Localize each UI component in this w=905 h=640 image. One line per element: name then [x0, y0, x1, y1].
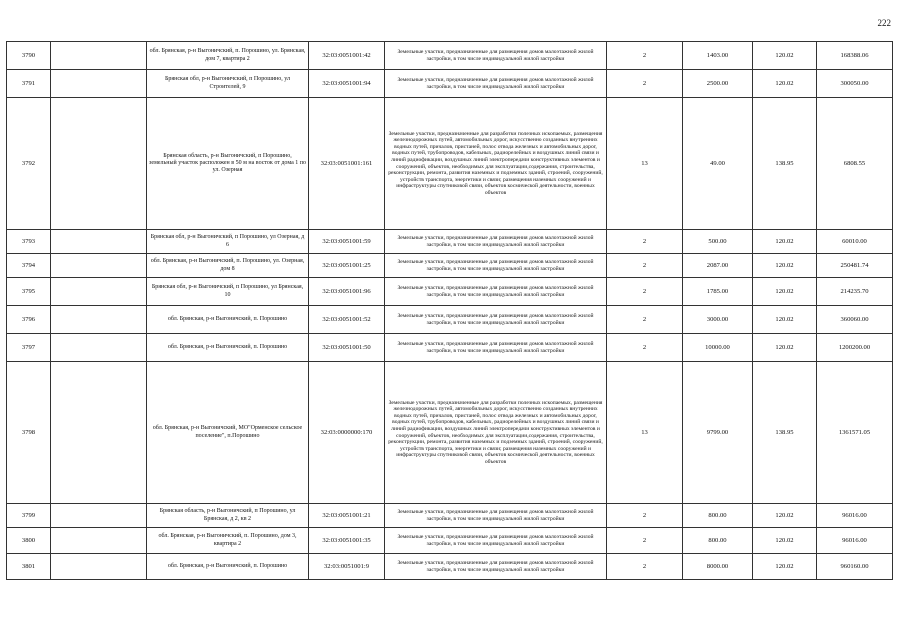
- group-cell: 2: [607, 334, 683, 362]
- cadastral-value-cell: 60010.00: [817, 230, 893, 254]
- address-cell: обл. Брянская, р-н Выгоничский, п. Порошино, дом 3, квартира 2: [147, 528, 309, 554]
- row-number: 3798: [7, 362, 51, 504]
- group-cell: 2: [607, 42, 683, 70]
- address-cell: обл. Брянская, р-н Выгоничский, п. Порошино, ул. Озерная, дом 8: [147, 254, 309, 278]
- cadastral-number-cell: 32:03:0051001:25: [309, 254, 385, 278]
- row-number: 3799: [7, 504, 51, 528]
- land-use-cell: Земельные участки, предназначенные для разработки полезных ископаемых, размещения железнодорожных путей, автомобильных дорог, искусственно созданных внутренних водных путей, причалов, пристаней, полос отвода железных и автомобильных дорог, водных путей, трубопроводов, кабельных, радиорелейных и воздушных линий связи и линий радиофикации, воздушных линий электропередачи конструктивных элементов и сооружений, объектов, необходимых для эксплуатации,содержания, строительства, реконструкции, ремонта, развития наземных и подземных зданий, строений, сооружений, устройств транспорта, энергетики и связи; размещения наземных сооружений и инфраструктуры спутниковой связи, объектов космической деятельности, военных объектов: [385, 98, 607, 230]
- rate-cell: 138.95: [753, 98, 817, 230]
- area-cell: 800.00: [683, 528, 753, 554]
- area-cell: 3000.00: [683, 306, 753, 334]
- address-cell: обл. Брянская, р-н Выгоничский, п. Порошино: [147, 334, 309, 362]
- row-number: 3801: [7, 554, 51, 580]
- area-cell: 2500.00: [683, 70, 753, 98]
- rate-cell: 120.02: [753, 504, 817, 528]
- rate-cell: 120.02: [753, 306, 817, 334]
- cadastral-value-cell: 1200200.00: [817, 334, 893, 362]
- cadastral-number-cell: 32:03:0051001:94: [309, 70, 385, 98]
- land-use-cell: Земельные участки, предназначенные для размещения домов малоэтажной жилой застройки, в том числе индивидуальной жилой застройки: [385, 306, 607, 334]
- address-cell: обл. Брянская, р-н Выгоничский, п. Порошино: [147, 306, 309, 334]
- rate-cell: 138.95: [753, 362, 817, 504]
- land-use-cell: Земельные участки, предназначенные для размещения домов малоэтажной жилой застройки, в том числе индивидуальной жилой застройки: [385, 334, 607, 362]
- rate-cell: 120.02: [753, 528, 817, 554]
- address-cell: обл. Брянская, р-н Выгоничский, п. Порошино, ул. Брянская, дом 7, квартира 2: [147, 42, 309, 70]
- cadastral-number-cell: 32:03:0051001:161: [309, 98, 385, 230]
- cadastral-value-cell: 6808.55: [817, 98, 893, 230]
- address-cell: Брянская область, р-н Выгоничский, п Порошино, земельный участок расположен в 50 м на восток от дома 1 по ул. Озерная: [147, 98, 309, 230]
- land-use-cell: Земельные участки, предназначенные для размещения домов малоэтажной жилой застройки, в том числе индивидуальной жилой застройки: [385, 554, 607, 580]
- table-row: [7, 42, 893, 70]
- rate-cell: 120.02: [753, 230, 817, 254]
- land-use-cell: Земельные участки, предназначенные для размещения домов малоэтажной жилой застройки, в том числе индивидуальной жилой застройки: [385, 278, 607, 306]
- group-cell: 2: [607, 528, 683, 554]
- cadastral-number-cell: 32:03:0051001:35: [309, 528, 385, 554]
- rate-cell: 120.02: [753, 278, 817, 306]
- row-number: 3800: [7, 528, 51, 554]
- cadastral-number-cell: 32:03:0051001:96: [309, 278, 385, 306]
- blank-cell: [51, 554, 147, 580]
- area-cell: 1785.00: [683, 278, 753, 306]
- table-row: [7, 306, 893, 334]
- area-cell: 500.00: [683, 230, 753, 254]
- table-row: [7, 70, 893, 98]
- area-cell: 9799.00: [683, 362, 753, 504]
- blank-cell: [51, 362, 147, 504]
- address-cell: Брянская обл, р-н Выгоничский, п Порошино, ул Брянская, 10: [147, 278, 309, 306]
- blank-cell: [51, 334, 147, 362]
- table-row: [7, 230, 893, 254]
- rate-cell: 120.02: [753, 334, 817, 362]
- cadastral-value-cell: 168388.06: [817, 42, 893, 70]
- cadastral-value-cell: 960160.00: [817, 554, 893, 580]
- land-use-cell: Земельные участки, предназначенные для размещения домов малоэтажной жилой застройки, в том числе индивидуальной жилой застройки: [385, 230, 607, 254]
- row-number: 3793: [7, 230, 51, 254]
- group-cell: 2: [607, 554, 683, 580]
- table-row: [7, 554, 893, 580]
- area-cell: 8000.00: [683, 554, 753, 580]
- cadastral-number-cell: 32:03:0051001:9: [309, 554, 385, 580]
- land-use-cell: Земельные участки, предназначенные для размещения домов малоэтажной жилой застройки, в том числе индивидуальной жилой застройки: [385, 70, 607, 98]
- land-use-cell: Земельные участки, предназначенные для размещения домов малоэтажной жилой застройки, в том числе индивидуальной жилой застройки: [385, 42, 607, 70]
- group-cell: 13: [607, 362, 683, 504]
- cadastral-table: [6, 41, 893, 580]
- group-cell: 2: [607, 504, 683, 528]
- cadastral-value-cell: 300050.00: [817, 70, 893, 98]
- address-cell: обл. Брянская, р-н Выгоничский, п. Порошино: [147, 554, 309, 580]
- area-cell: 800.00: [683, 504, 753, 528]
- blank-cell: [51, 98, 147, 230]
- table-row: [7, 334, 893, 362]
- land-use-cell: Земельные участки, предназначенные для размещения домов малоэтажной жилой застройки, в том числе индивидуальной жилой застройки: [385, 528, 607, 554]
- land-use-cell: Земельные участки, предназначенные для размещения домов малоэтажной жилой застройки, в том числе индивидуальной жилой застройки: [385, 504, 607, 528]
- cadastral-value-cell: 214235.70: [817, 278, 893, 306]
- group-cell: 2: [607, 306, 683, 334]
- rate-cell: 120.02: [753, 70, 817, 98]
- land-use-cell: Земельные участки, предназначенные для размещения домов малоэтажной жилой застройки, в том числе индивидуальной жилой застройки: [385, 254, 607, 278]
- table-row: [7, 362, 893, 504]
- row-number: 3792: [7, 98, 51, 230]
- cadastral-value-cell: 360060.00: [817, 306, 893, 334]
- blank-cell: [51, 42, 147, 70]
- table-row: [7, 504, 893, 528]
- rate-cell: 120.02: [753, 254, 817, 278]
- cadastral-value-cell: 250481.74: [817, 254, 893, 278]
- group-cell: 2: [607, 230, 683, 254]
- land-use-cell: Земельные участки, предназначенные для разработки полезных ископаемых, размещения железнодорожных путей, автомобильных дорог, искусственно созданных внутренних водных путей, причалов, пристаней, полос отвода железных и автомобильных дорог, водных путей, трубопроводов, кабельных, радиорелейных и воздушных линий связи и линий радиофикации, воздушных линий электропередачи конструктивных элементов и сооружений, объектов, необходимых для эксплуатации,содержания, строительства, реконструкции, ремонта, развития наземных и подземных зданий, строений, сооружений, устройств транспорта, энергетики и связи; размещения наземных сооружений и инфраструктуры спутниковой связи, объектов космической деятельности, военных объектов: [385, 362, 607, 504]
- row-number: 3797: [7, 334, 51, 362]
- table-row: [7, 254, 893, 278]
- cadastral-number-cell: 32:03:0051001:52: [309, 306, 385, 334]
- table-row: [7, 98, 893, 230]
- area-cell: 2087.00: [683, 254, 753, 278]
- blank-cell: [51, 504, 147, 528]
- cadastral-number-cell: 32:03:0051001:50: [309, 334, 385, 362]
- group-cell: 2: [607, 254, 683, 278]
- row-number: 3790: [7, 42, 51, 70]
- table-row: [7, 278, 893, 306]
- blank-cell: [51, 528, 147, 554]
- cadastral-value-cell: 96016.00: [817, 504, 893, 528]
- row-number: 3796: [7, 306, 51, 334]
- address-cell: обл. Брянская, р-н Выгоничский, МО"Орменское сельское поселение", п.Порошино: [147, 362, 309, 504]
- blank-cell: [51, 70, 147, 98]
- address-cell: Брянская обл, р-н Выгоничский, п Порошино, ул Озерная, д 6: [147, 230, 309, 254]
- row-number: 3791: [7, 70, 51, 98]
- area-cell: 49.00: [683, 98, 753, 230]
- blank-cell: [51, 254, 147, 278]
- blank-cell: [51, 306, 147, 334]
- address-cell: Брянская область, р-н Выгоничский, п Порошино, ул Брянская, д 2, кв 2: [147, 504, 309, 528]
- area-cell: 10000.00: [683, 334, 753, 362]
- area-cell: 1403.00: [683, 42, 753, 70]
- page-number: 222: [877, 18, 891, 28]
- cadastral-value-cell: 96016.00: [817, 528, 893, 554]
- cadastral-number-cell: 32:03:0051001:21: [309, 504, 385, 528]
- cadastral-number-cell: 32:03:0051001:59: [309, 230, 385, 254]
- group-cell: 13: [607, 98, 683, 230]
- cadastral-number-cell: 32:03:0000000:170: [309, 362, 385, 504]
- group-cell: 2: [607, 278, 683, 306]
- cadastral-number-cell: 32:03:0051001:42: [309, 42, 385, 70]
- blank-cell: [51, 278, 147, 306]
- rate-cell: 120.02: [753, 42, 817, 70]
- table-row: [7, 528, 893, 554]
- rate-cell: 120.02: [753, 554, 817, 580]
- row-number: 3794: [7, 254, 51, 278]
- group-cell: 2: [607, 70, 683, 98]
- cadastral-value-cell: 1361571.05: [817, 362, 893, 504]
- address-cell: Брянская обл, р-н Выгоничский, п Порошино, ул Строителей, 9: [147, 70, 309, 98]
- row-number: 3795: [7, 278, 51, 306]
- blank-cell: [51, 230, 147, 254]
